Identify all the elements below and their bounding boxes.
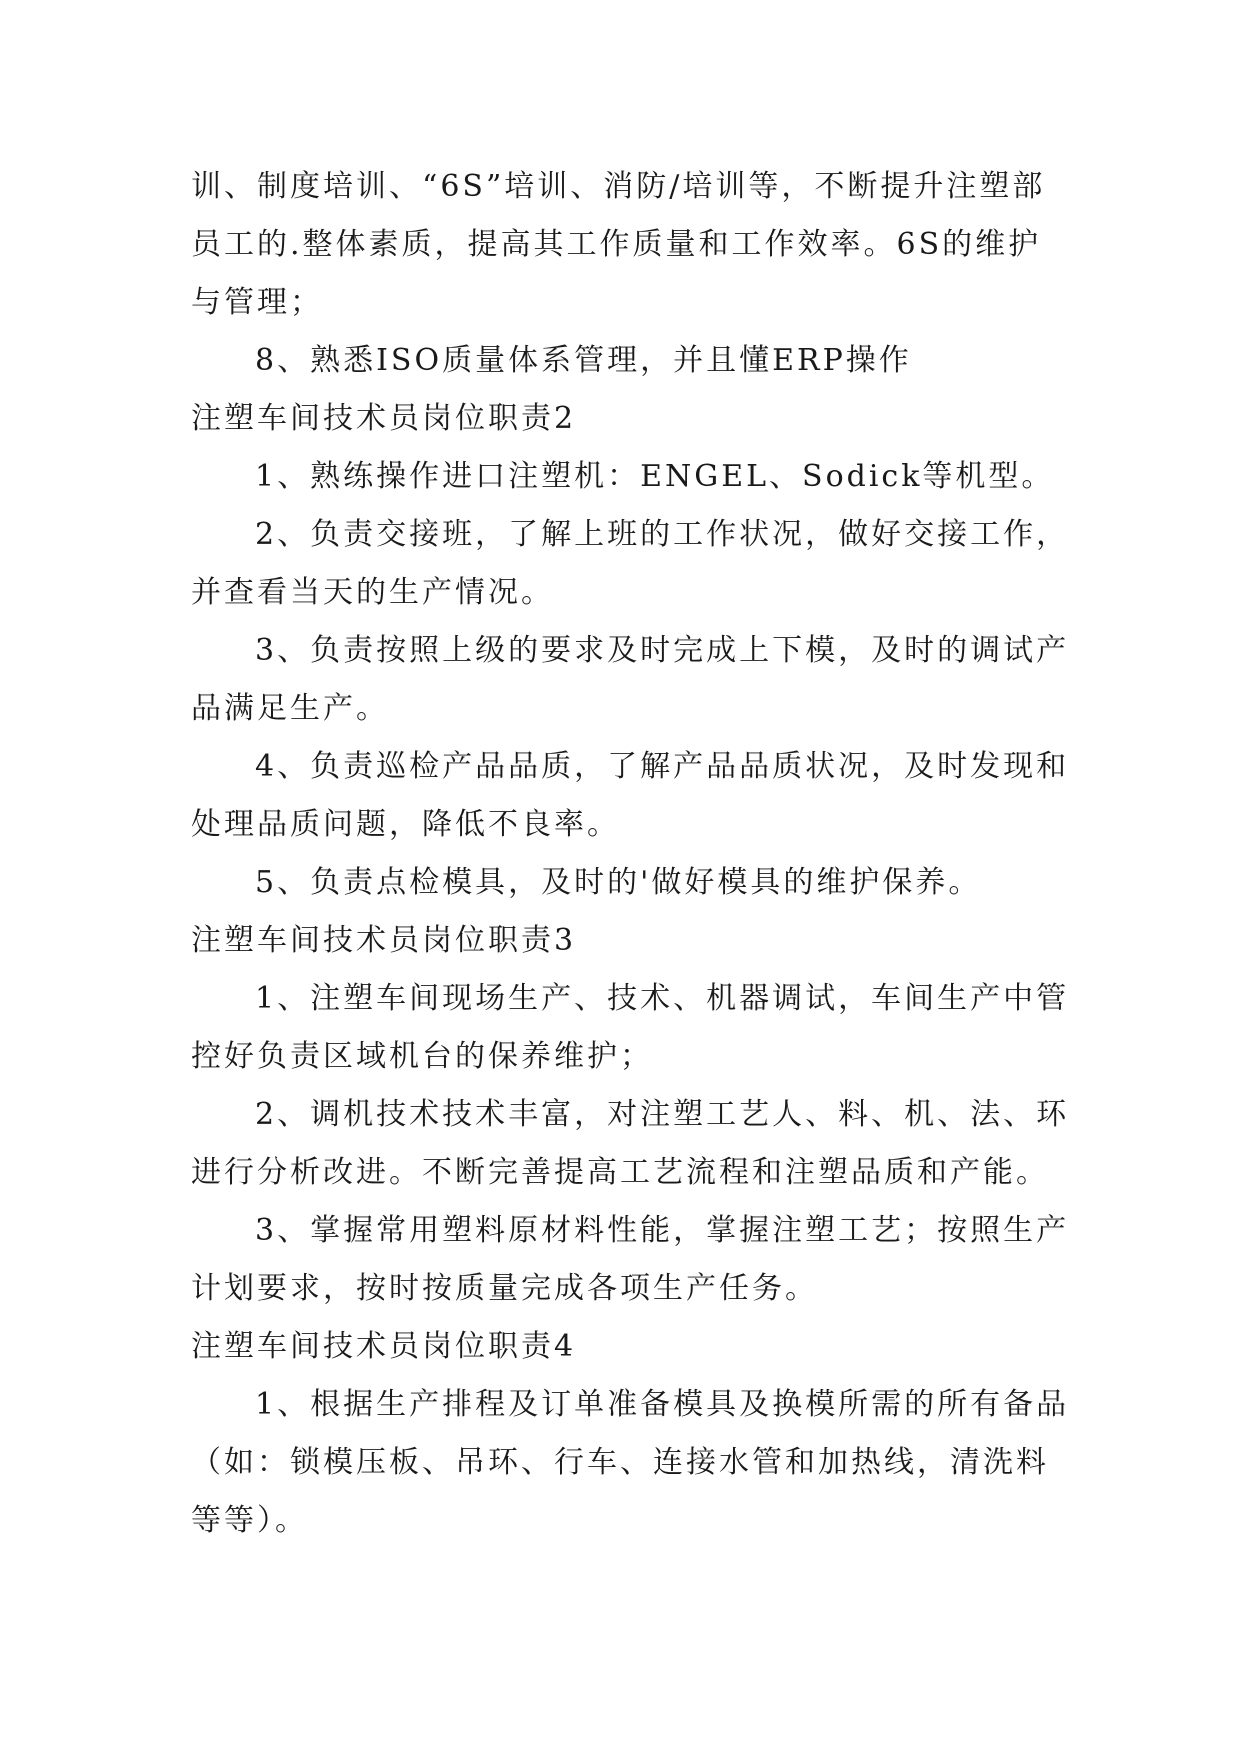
document-body [191, 158, 1071, 1550]
section-heading-3: 注塑车间技术员岗位职责3 [191, 923, 577, 958]
paragraph-item: 1、熟练操作进口注塑机：ENGEL、Sodick等机型。 [255, 459, 1055, 494]
paragraph-item: 1、根据生产排程及订单准备模具及换模所需的所有备品（如：锁模压板、吊环、行车、连接水管和加热线，清洗料等等）。 [191, 1387, 1070, 1538]
paragraph-item: 1、注塑车间现场生产、技术、机器调试，车间生产中管控好负责区域机台的保养维护； [191, 981, 1070, 1074]
paragraph-item: 5、负责点检模具，及时的'做好模具的维护保养。 [255, 865, 982, 900]
paragraph-item-8: 8、熟悉ISO质量体系管理，并且懂ERP操作 [255, 343, 912, 378]
paragraph-item: 2、负责交接班，了解上班的工作状况，做好交接工作，并查看当天的生产情况。 [191, 517, 1070, 610]
paragraph-continued: 训、制度培训、“6S”培训、消防/培训等，不断提升注塑部员工的.整体素质，提高其工作质量和工作效率。6S的维护与管理； [191, 169, 1046, 320]
section-heading-2: 注塑车间技术员岗位职责2 [191, 401, 577, 436]
paragraph-item: 3、掌握常用塑料原材料性能，掌握注塑工艺；按照生产计划要求，按时按质量完成各项生产任务。 [191, 1213, 1070, 1306]
section-heading-4: 注塑车间技术员岗位职责4 [191, 1329, 577, 1364]
paragraph-item: 3、负责按照上级的要求及时完成上下模，及时的调试产品满足生产。 [191, 633, 1070, 726]
paragraph-item: 2、调机技术技术丰富，对注塑工艺人、料、机、法、环进行分析改进。不断完善提高工艺流程和注塑品质和产能。 [191, 1097, 1070, 1190]
paragraph-item: 4、负责巡检产品品质，了解产品品质状况，及时发现和处理品质问题，降低不良率。 [191, 749, 1070, 842]
